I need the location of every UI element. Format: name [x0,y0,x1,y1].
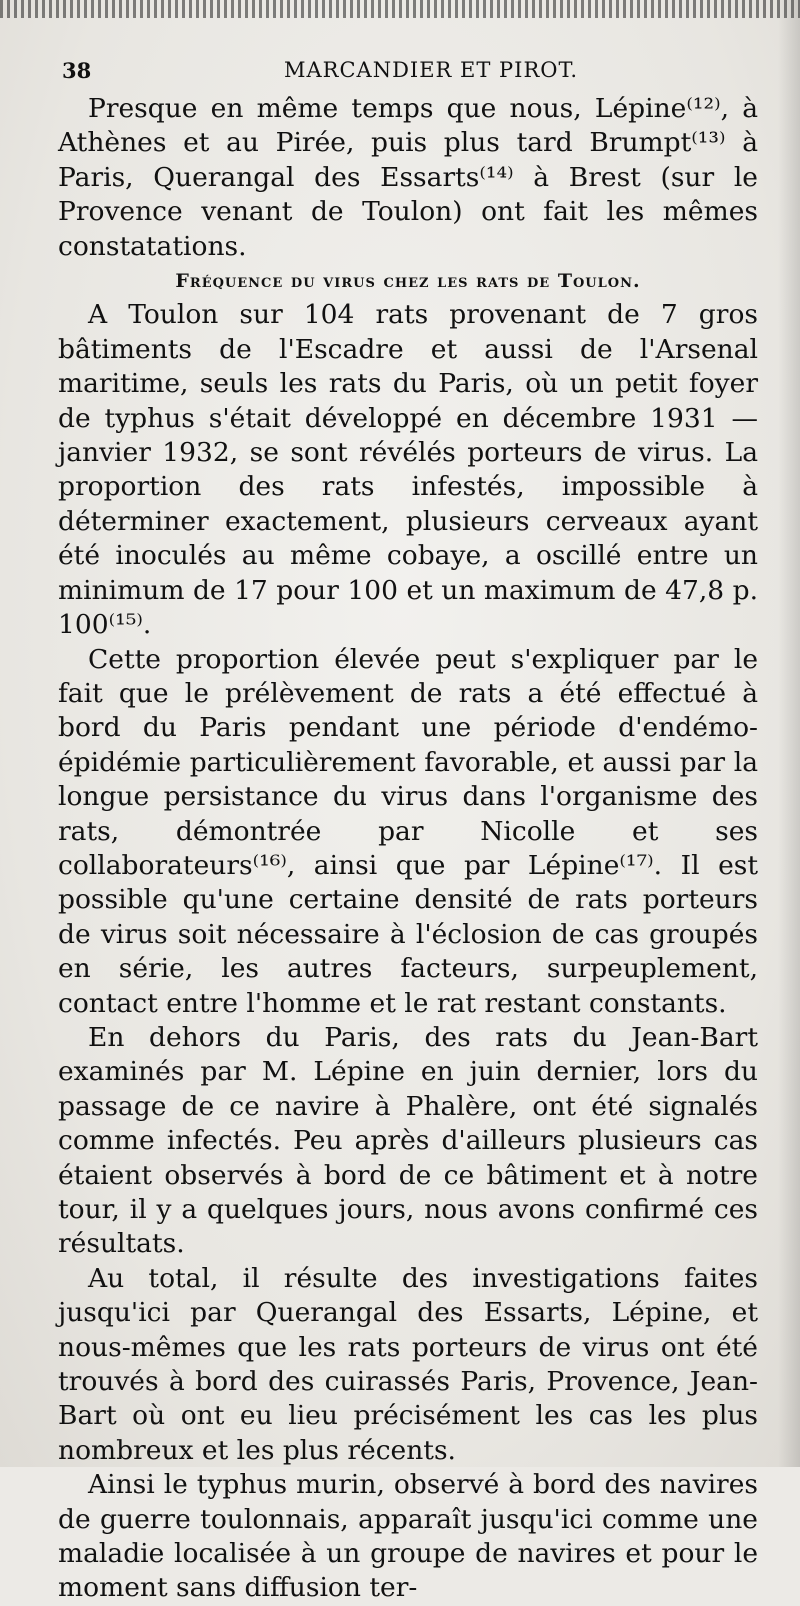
paragraph-3: En dehors du Paris, des rats du Jean-Bart examinés par M. Lépine en juin dernier, lors du passage de ce navire à Phalère, ont été signalés comme infectés. Peu après d'ailleurs plusieurs cas étaient observés à bord de ce bâtiment et à notre tour, il y a quelques jours, nous avons confirmé ces résultats. [58,1021,758,1260]
paragraph-1: A Toulon sur 104 rats provenant de 7 gros bâtiments de l'Escadre et aussi de l'Arsenal maritime, seuls les rats du Paris, où un petit foyer de typhus s'était développé en décembre 1931 —janvier 1932, se sont révélés porteurs de virus. La proportion des rats infestés, impossible à déterminer exactement, plusieurs cerveaux ayant été inoculés au même cobaye, a oscillé entre un minimum de 17 pour 100 et un maximum de 47,8 p. 100⁽¹⁵⁾. [58,299,758,641]
running-head: MARCANDIER ET PIROT. [284,58,579,82]
page-header [62,50,752,90]
binding-edge-artifact [0,0,800,18]
body-text [58,92,758,1606]
paragraph-5: Ainsi le typhus murin, observé à bord des navires de guerre toulonnais, apparaît jusqu'ici comme une maladie localisée à un groupe de navires et pour le moment sans diffusion ter- [58,1469,758,1604]
page-number: 38 [62,58,92,83]
page-edge-shadow [778,0,800,1467]
intro-paragraph: Presque en même temps que nous, Lépine⁽¹²⁾, à Athènes et au Pirée, puis plus tard Brumpt⁽¹³⁾ à Paris, Querangal des Essarts⁽¹⁴⁾ à Brest (sur le Provence venant de Toulon) ont fait les mêmes constatations. [58,93,758,262]
section-title: Fréquence du virus chez les rats de Toulon. [175,270,641,293]
paragraph-4: Au total, il résulte des investigations faites jusqu'ici par Querangal des Essarts, Lépine, et nous-mêmes que les rats porteurs de virus ont été trouvés à bord des cuirassés Paris, Provence, Jean-Bart où ont eu lieu précisément les cas les plus nombreux et les plus récents. [58,1262,758,1466]
paragraph-2: Cette proportion élevée peut s'expliquer par le fait que le prélèvement de rats a été effectué à bord du Paris pendant une période d'endémo-épidémie particulièrement favorable, et aussi par la longue persistance du virus dans l'organisme des rats, démontrée par Nicolle et ses collaborateurs⁽¹⁶⁾, ainsi que par Lépine⁽¹⁷⁾. Il est possible qu'une certaine densité de rats porteurs de virus soit nécessaire à l'éclosion de cas groupés en série, les autres facteurs, surpeuplement, contact entre l'homme et le rat restant constants. [58,643,758,1019]
